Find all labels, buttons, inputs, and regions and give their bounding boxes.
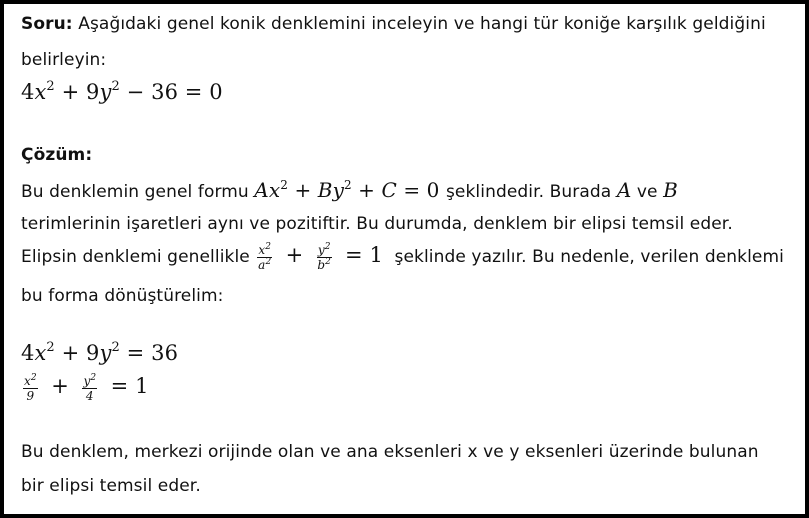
question-label: Soru: — [21, 14, 73, 34]
var-b: B — [663, 178, 678, 202]
general-form-formula: $Ax^2 + By^2 + C = 0$ — [254, 178, 446, 202]
solution-label: Çözüm: — [21, 145, 93, 165]
conclusion-line1: Bu denklem, merkezi orijinde olan ve ana eksenleri x ve y eksenleri üzerinde bulunan — [21, 442, 759, 462]
equation-rhs: = 1 — [110, 374, 149, 398]
frac-x2-9: $\frac{x^2}{9}$ — [24, 372, 37, 403]
frac-den-4: 4 — [85, 388, 94, 403]
question-equation: $4x^2 + 9y^2 - 36 = 0$ — [21, 79, 223, 104]
solution-line1 — [21, 178, 678, 202]
question-text: Aşağıdaki genel konik denklemini inceleyin ve hangi tür koniğe karşılık geldiğini — [78, 14, 766, 34]
question-line1 — [21, 14, 766, 34]
solution-p3-suffix: şeklinde yazılır. Bu nedenle, verilen denklemi — [394, 247, 784, 267]
solution-line2: terimlerinin işaretleri aynı ve pozitiftir. Bu durumda, denklem bir elipsi temsil eder. — [21, 214, 733, 234]
solution-p1-middle: şeklindedir. Burada — [445, 182, 612, 202]
solution-p1-prefix: Bu denklemin genel formu — [21, 182, 249, 202]
solution-p3-prefix: Elipsin denklemi genellikle — [21, 247, 250, 267]
frac-y2-4: $\frac{y^2}{4}$ — [83, 372, 97, 403]
solution-line4: bu forma dönüştürelim: — [21, 286, 224, 306]
solution-p1-ve: ve — [636, 182, 658, 202]
frac-x2-a2: $\frac{x^2}{a^2}$ — [258, 241, 272, 272]
solution-line3: Elipsin denklemi genellikle $\frac{x^2}{a^2}$ + $\frac{y^2}{b^2}$ = 1 şeklinde yazılır. Bu nedenle, verilen denklemi — [21, 241, 784, 272]
equation-step1: $4x^2 + 9y^2 = 36$ — [21, 340, 179, 365]
equation-step2: $\frac{x^2}{9}$ + $\frac{y^2}{4}$ = 1 — [24, 372, 149, 403]
question-line2: belirleyin: — [21, 50, 107, 70]
frac-den-9: 9 — [26, 388, 35, 403]
conclusion-line2: bir elipsi temsil eder. — [21, 476, 201, 496]
var-a: A — [616, 178, 632, 202]
frac-y2-b2: $\frac{y^2}{b^2}$ — [317, 241, 331, 272]
